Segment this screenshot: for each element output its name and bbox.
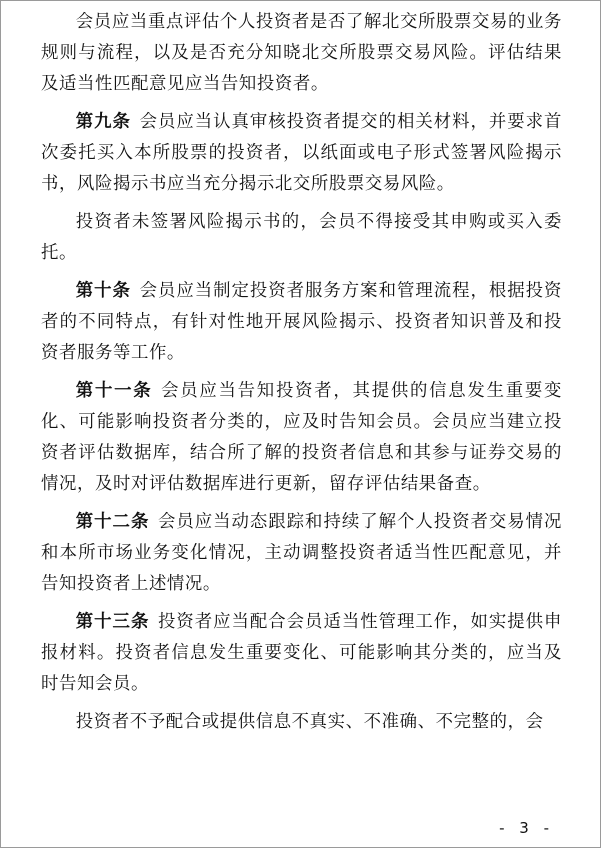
article-9 [41, 107, 562, 200]
article-13 [41, 607, 562, 700]
article-11 [41, 376, 562, 500]
paragraph-text: 投资者未签署风险揭示书的，会员不得接受其申购或买入委托。 [41, 212, 562, 263]
paragraph-text: 会员应当重点评估个人投资者是否了解北交所股票交易的业务规则与流程，以及是否充分知晓北交所股票交易风险。评估结果及适当性匹配意见应当告知投资者。 [41, 12, 562, 94]
article-text: 投资者应当配合会员适当性管理工作，如实提供申报材料。投资者信息发生重要变化、可能影响其分类的，应当及时告知会员。 [41, 612, 563, 694]
article-title: 第十一条 [75, 381, 153, 401]
article-text: 会员应当告知投资者，其提供的信息发生重要变化、可能影响投资者分类的，应及时告知会员。会员应当建立投资者评估数据库，结合所了解的投资者信息和其参与证券交易的情况，及时对评估数据库进行更新，留存评估结果备查。 [41, 381, 562, 494]
paragraph-signing [41, 207, 562, 269]
paragraph-intro [41, 7, 562, 100]
article-10 [41, 276, 562, 369]
paragraph-text: 投资者不予配合或提供信息不真实、不准确、不完整的，会 [75, 712, 544, 732]
document-body [41, 7, 562, 745]
paragraph-continuation [41, 707, 562, 738]
article-title: 第十二条 [75, 512, 150, 532]
page-number: - 3 - [499, 819, 554, 837]
article-title: 第九条 [75, 112, 131, 132]
article-text: 会员应当动态跟踪和持续了解个人投资者交易情况和本所市场业务变化情况，主动调整投资者适当性匹配意见，并告知投资者上述情况。 [41, 512, 563, 594]
article-text: 会员应当认真审核投资者提交的相关材料，并要求首次委托买入本所股票的投资者，以纸面或电子形式签署风险揭示书，风险揭示书应当充分揭示北交所股票交易风险。 [41, 112, 562, 194]
article-title: 第十三条 [75, 612, 150, 632]
article-text: 会员应当制定投资者服务方案和管理流程，根据投资者的不同特点，有针对性地开展风险揭示、投资者知识普及和投资者服务等工作。 [41, 281, 562, 363]
article-12 [41, 507, 562, 600]
article-title: 第十条 [75, 281, 131, 301]
